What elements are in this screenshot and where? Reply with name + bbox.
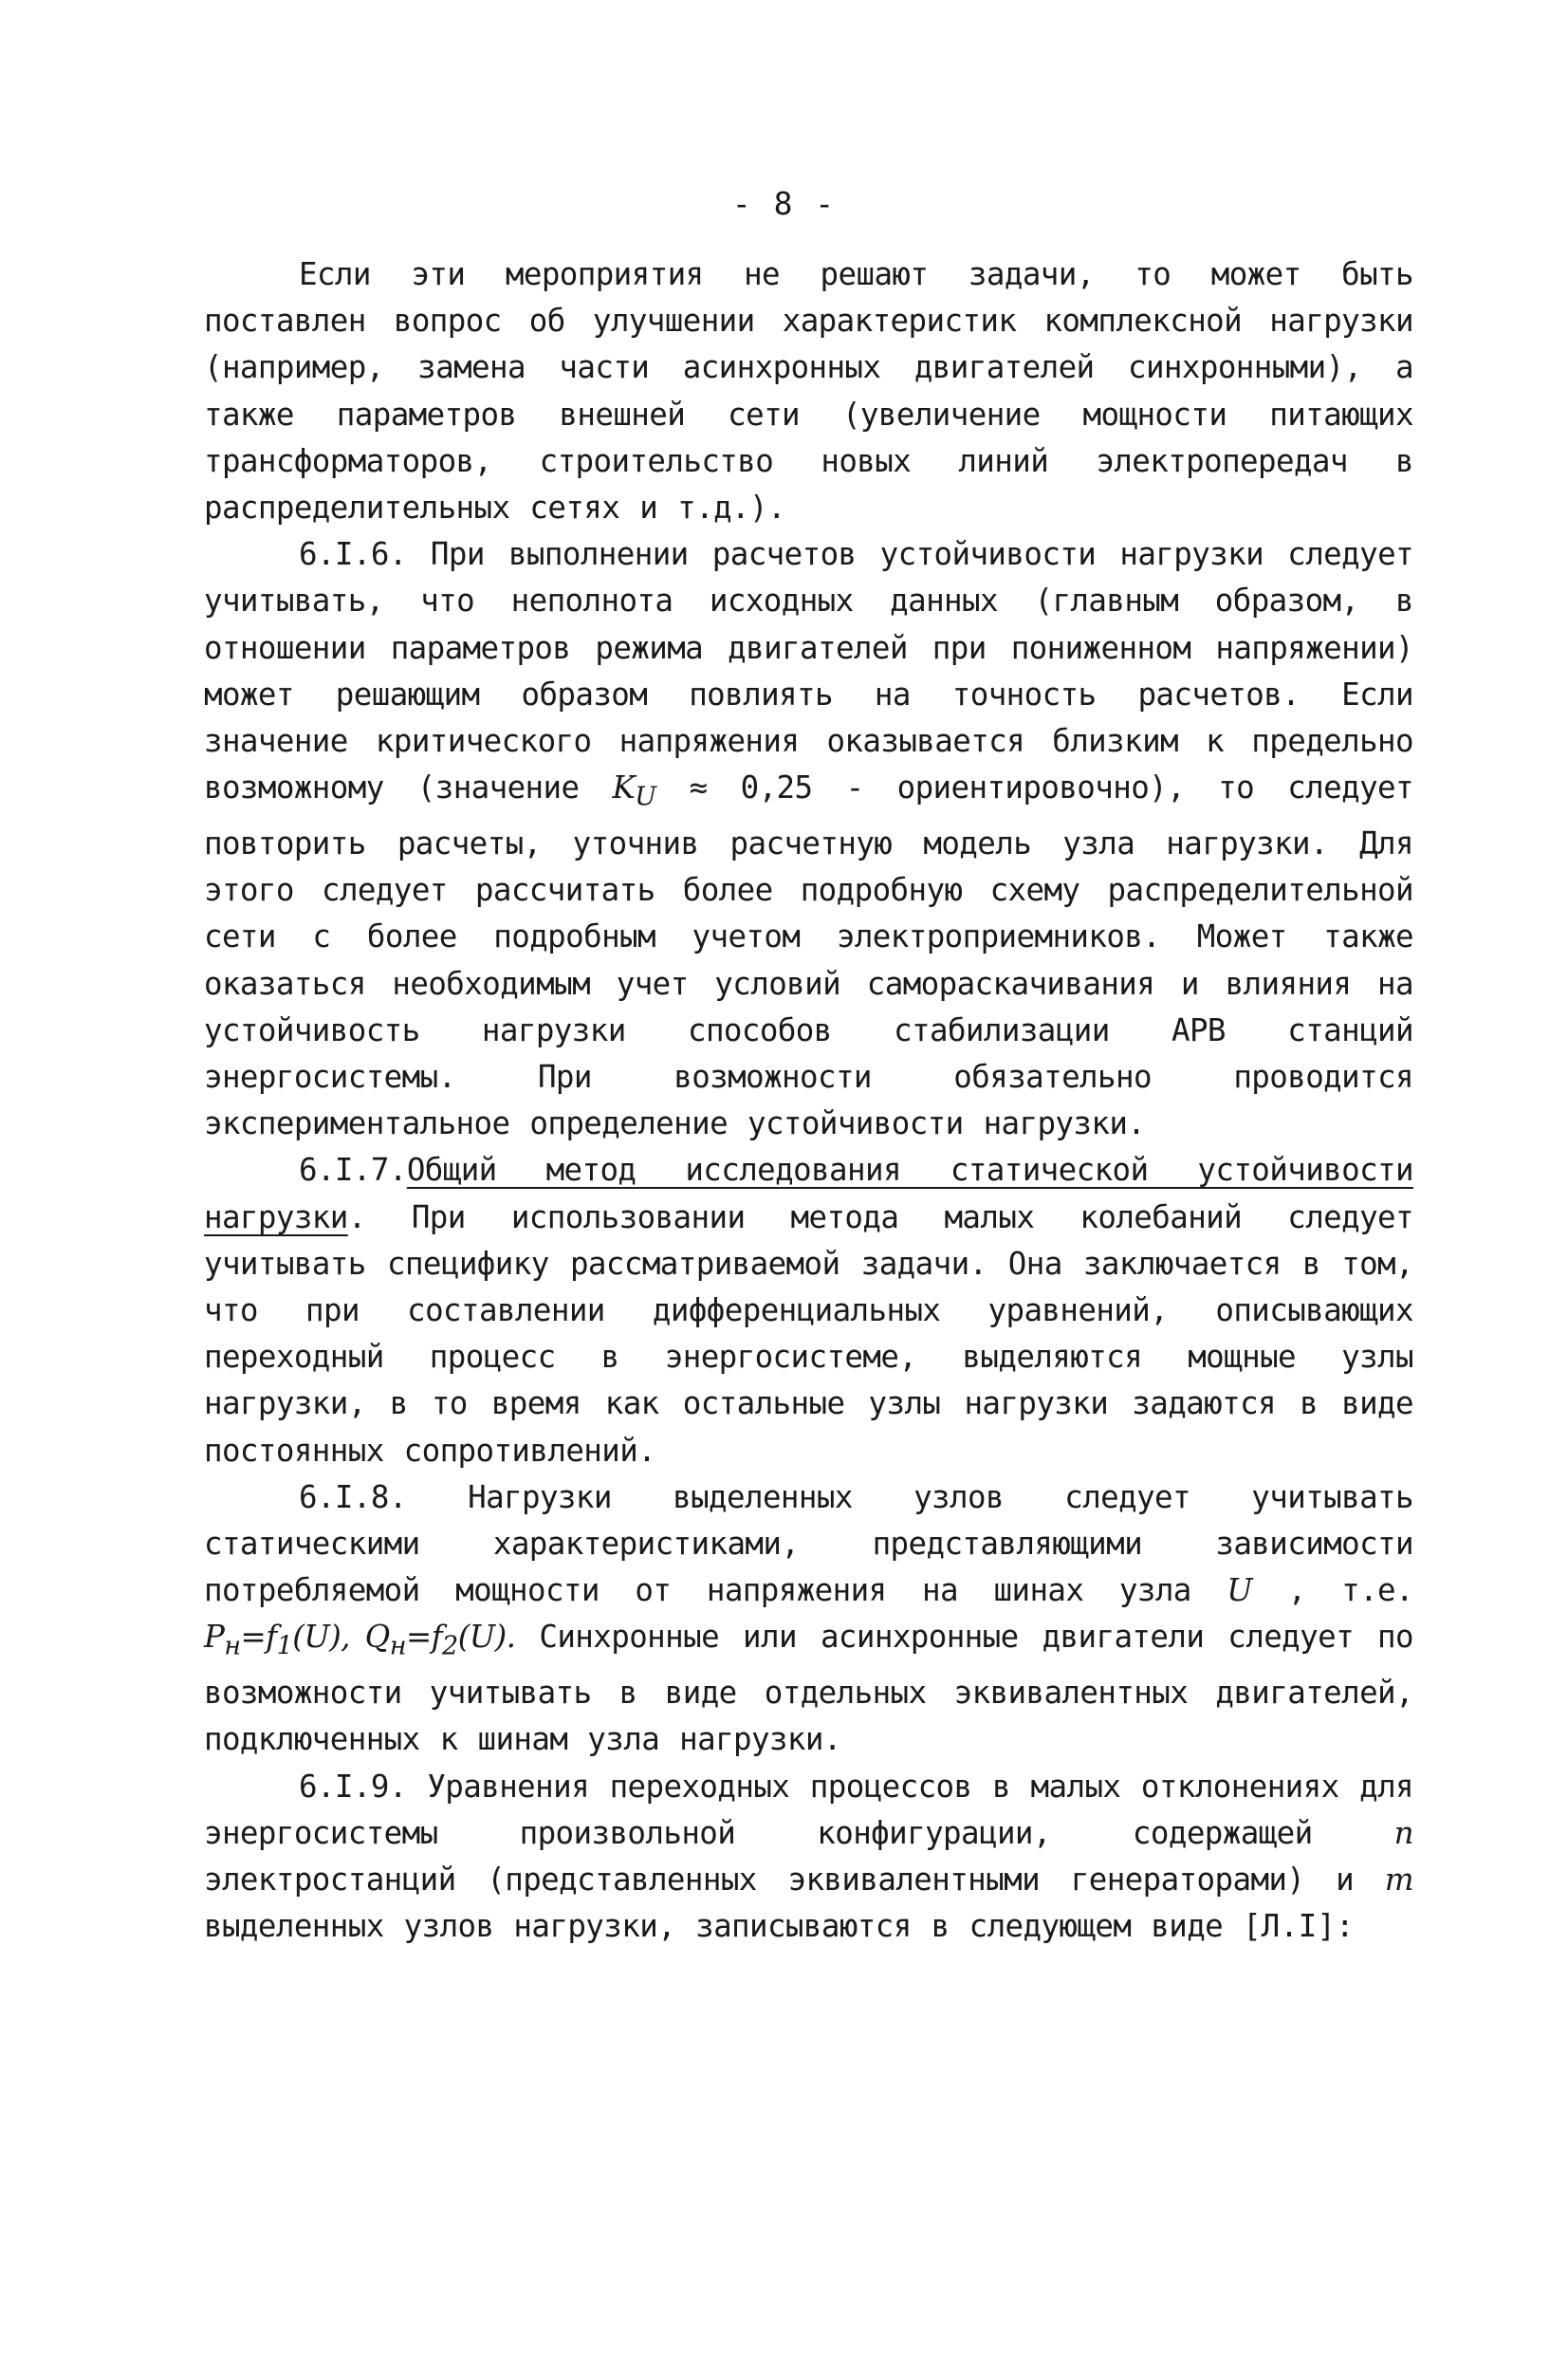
paragraph-text-pre: 6.I.9. Уравнения переходных процессов в малых отклонениях для энергосистемы произвольной конфигурации, содержащей bbox=[204, 1768, 1413, 1851]
coefficient-k-symbol: K bbox=[612, 769, 636, 806]
text-body bbox=[204, 251, 1413, 1950]
paragraph-6-1-8 bbox=[204, 1474, 1413, 1764]
section-heading-underlined: Общий метод исследования статической устойчивости нагрузки bbox=[204, 1152, 1413, 1235]
node-count-symbol: m bbox=[1384, 1861, 1413, 1898]
load-characteristic-formula: $P_н=f_1(U)$, $Q_н=f_2(U)$. bbox=[204, 1619, 516, 1661]
paragraph-6-1-6 bbox=[204, 531, 1413, 1147]
paragraph-text-post: Синхронные или асинхронные двигатели следует по возможности учитывать в виде отдельных эквивалентных двигателей, подключенных к шинам узла нагрузки. bbox=[204, 1619, 1413, 1758]
paragraph-measures bbox=[204, 251, 1413, 531]
paragraph-text-pre: 6.I.6. При выполнении расчетов устойчивости нагрузки следует учитывать, что неполнота исходных данных (главным образом, в отношении параметров режима двигателей при пониженном напряжении) может решающим образом повлиять на точность расчетов. Если значение критического напряжения оказывается близким к предельно возможному (значение bbox=[204, 536, 1413, 806]
paragraph-text: . При использовании метода малых колебаний следует учитывать специфику рассматриваемой задачи. Она заключается в том, что при составлении дифференциальных уравнений, описывающих переходный процесс в энергосистеме, выделяются мощные узлы нагрузки, в то время как остальные узлы нагрузки задаются в виде постоянных сопротивлений. bbox=[204, 1198, 1413, 1469]
literature-reference: [Л.I]: bbox=[1243, 1908, 1355, 1945]
clause-number: 6.I.7. bbox=[299, 1152, 407, 1189]
paragraph-text-mid: электростанций (представленных эквивалентными генераторами) и bbox=[204, 1861, 1385, 1898]
paragraph-text-post: ≈ 0,25 - ориентировочно), то следует повторить расчеты, уточнив расчетную модель узла нагрузки. Для этого следует рассчитать более подробную схему распределительной сети с более подробным учетом электроприемников. Может также оказаться необходимым учет условий самораскачивания и влияния на устойчивость нагрузки способов стабилизации АРВ станций энергосистемы. При возможности обязательно проводится экспериментальное определение устойчивости нагрузки. bbox=[204, 769, 1413, 1142]
page-number: - 8 - bbox=[731, 185, 837, 222]
paragraph-text-post: выделенных узлов нагрузки, записываются в следующем виде bbox=[204, 1908, 1244, 1945]
paragraph-text: Если эти мероприятия не решают задачи, то может быть поставлен вопрос об улучшении характеристик комплексной нагрузки (например, замена части асинхронных двигателей синхронными), а также параметров внешней сети (увеличение мощности питающих трансформаторов, строительство новых линий электропередач в распределительных сетях и т.д.). bbox=[204, 256, 1413, 527]
voltage-symbol: U bbox=[1227, 1572, 1253, 1609]
paragraph-text-pre: 6.I.8. Нагрузки выделенных узлов следует учитывать статическими характеристиками, представляющими зависимости потребляемой мощности от напряжения на шинах узла bbox=[204, 1478, 1413, 1609]
paragraph-text-mid: , т.е. bbox=[1252, 1572, 1413, 1609]
paragraph-6-1-9 bbox=[204, 1764, 1413, 1951]
station-count-symbol: n bbox=[1393, 1814, 1413, 1851]
coefficient-k-subscript: U bbox=[635, 782, 656, 812]
paragraph-6-1-7 bbox=[204, 1147, 1413, 1473]
